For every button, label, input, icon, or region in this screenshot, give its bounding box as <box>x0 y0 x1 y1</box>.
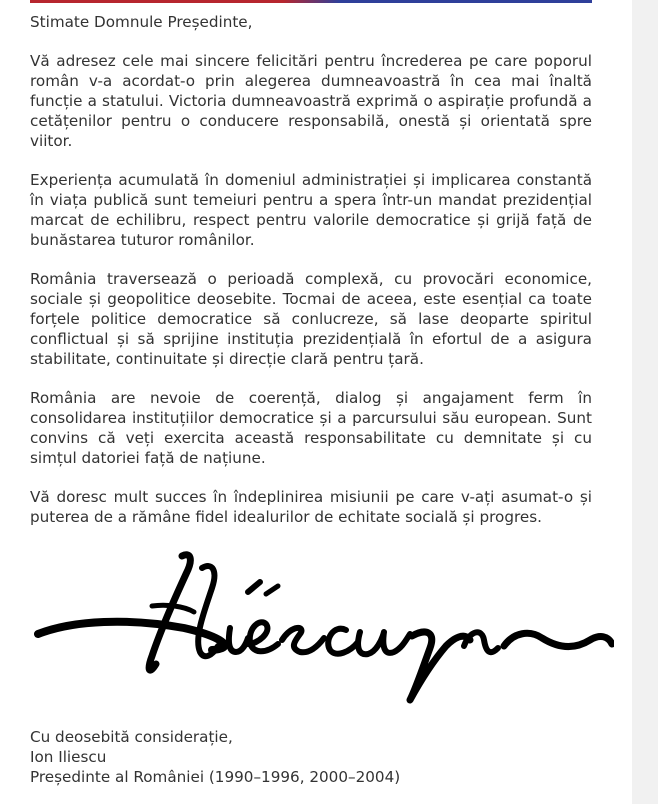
closing-regards: Cu deosebită considerație, <box>30 728 233 746</box>
letter-paragraph-2: Experiența acumulată în domeniul administrației și implicarea constantă în viața publică sunt temeiuri pentru a spera într-un mandat prezidențial marcat de echilibru, respect pentru valorile democratice și grijă față de bunăstarea tuturor românilor. <box>30 171 592 249</box>
letter-salutation: Stimate Domnule Președinte, <box>30 13 253 31</box>
letter-paragraph-3: România traversează o perioadă complexă, cu provocări economice, sociale și geopolitice deosebite. Tocmai de aceea, este esențial ca toate forțele politice democratice să conlucreze, să lase deoparte spiritul conflictual și să sprijine instituția prezidențială în efortul de a asigura stabilitate, continuitate și direcție clară pentru țară. <box>30 270 592 368</box>
tricolor-accent-bar <box>30 0 592 3</box>
page-side-gutter <box>632 0 658 804</box>
signatory-name: Ion Iliescu <box>30 748 107 766</box>
signatory-title: Președinte al României (1990–1996, 2000–2004) <box>30 768 401 786</box>
handwritten-signature-icon <box>34 548 614 708</box>
letter-paragraph-4: România are nevoie de coerență, dialog și angajament ferm în consolidarea instituțiilor democratice și a parcursului său european. Sunt convins că veți exercita această responsabilitate cu demnitate și cu simțul datoriei față de națiune. <box>30 389 592 467</box>
letter-body <box>30 12 592 546</box>
letter-closing <box>30 727 400 787</box>
letter-paragraph-5: Vă doresc mult succes în îndeplinirea misiunii pe care v-ați asumat-o și puterea de a rămâne fidel idealurilor de echitate socială și progres. <box>30 488 592 526</box>
letter-paragraph-1: Vă adresez cele mai sincere felicitări pentru încrederea pe care poporul român v-a acordat-o prin alegerea dumneavoastră în cea mai înaltă funcție a statului. Victoria dumneavoastră exprimă o aspirație profundă a cetățenilor pentru o conducere responsabilă, onestă și orientată spre viitor. <box>30 52 592 150</box>
